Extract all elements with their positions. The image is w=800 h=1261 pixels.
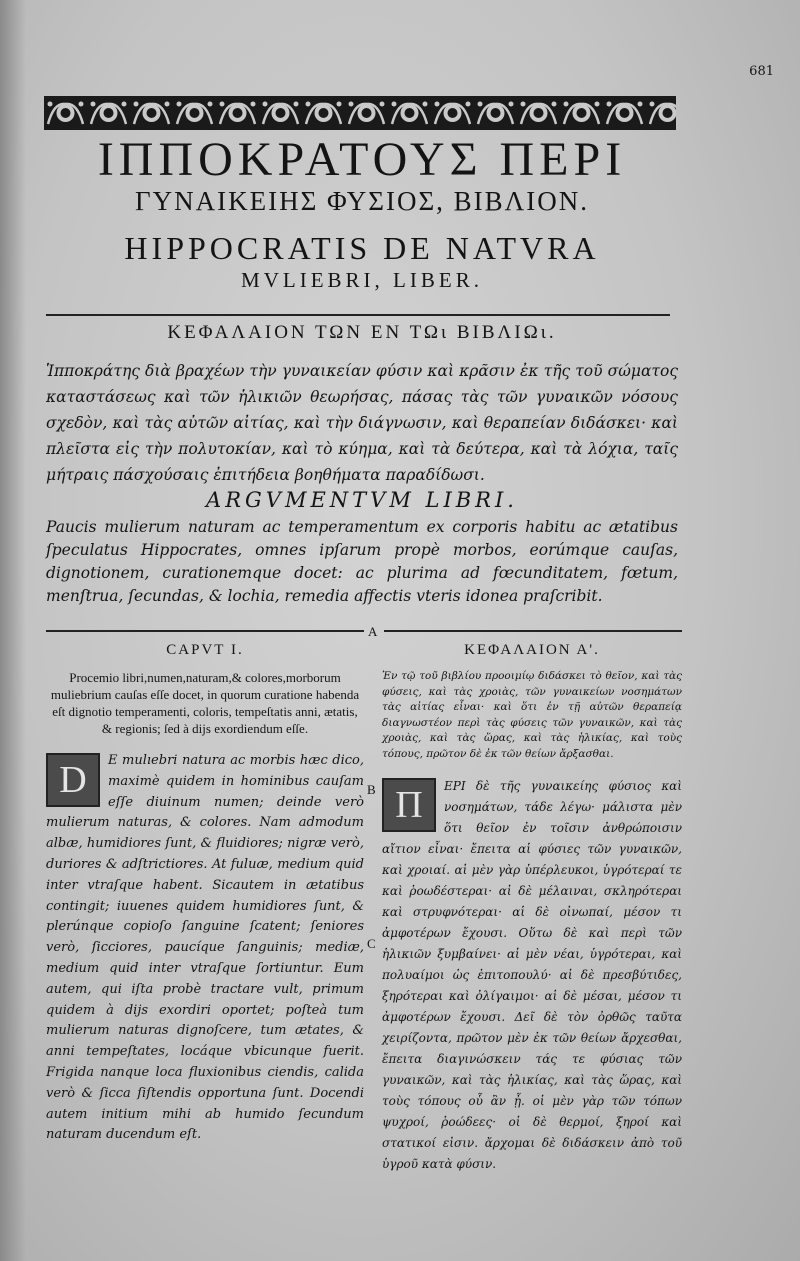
column-rule-left [46, 630, 364, 632]
latin-dropcap: D [46, 753, 100, 807]
latin-body-text: E mulıebri natura ac morbis hæc dico, maximè quidem in hominibus cauſam eſſe diuinum numen; deinde verò mulierum naturas, & colores. Nam admodum albæ, humidiores ſunt, & fluidiores; nigræ verò, duriores & adſtrictiores. At fuluæ, medium quid inter vtraſque habent. Sicautem in ætatibus contingit; iuuenes quidem humidiores ſunt, & plerúnque copioſo ſanguine ſcatent; ſeniores verò, ſicciores, paucíque ſanguinis; mediæ, medium quid inter vtraſque ſortiuntur. Eum autem, qui iſta probè tractare vult, primum quidem à dijs exordiri oportet; poſteà tum mulierum naturas dignoſcere, tum ætates, & anni tempeſtates, locáque vbicunque fuerit. Frigida nanque loca fluxionibus ciendis, calida verò & ſicca ſiſtendis opportuna ſunt. Docendi autem initium mihi ab humido ſecundum naturam ducendum eſt. [46, 753, 364, 1143]
contents-heading: ΚΕΦΑΛΑΙΟΝ ΤΩΝ ΕΝ ΤΩι ΒΙΒΛΙΩι. [167, 322, 557, 343]
title-rule [46, 314, 670, 316]
section-marker-a: A [368, 624, 378, 639]
latin-chapter-title: CAPVT I. [166, 642, 244, 658]
latin-chapter-intro: Procemio libri,numen,naturam,& colores,morborum muliebrium cauſas eſſe docet, in quorum curatione habenda eſt dignotio temperamenti, coloris, tempeſtatis anni, ætatis, & regionis; ſed à dijs exordiendum eſſe. [50, 670, 360, 736]
title-latin-line-1: HIPPOCRATIS DE NATVRA [124, 230, 600, 266]
title-greek-line-1: ΙΠΠΟΚΡΑΤΟΥΣ ΠΕΡΙ [97, 133, 627, 186]
section-marker-b: B [367, 782, 376, 797]
section-marker-c: C [367, 936, 376, 951]
greek-dropcap: Π [382, 778, 436, 832]
binding-shadow [0, 0, 26, 1261]
title-latin-line-2: MVLIEBRI, LIBER. [241, 268, 483, 292]
greek-chapter-intro: Ἐν τῷ τοῦ βιβλίου προοιμίῳ διδάσκει τὸ θεῖον, καὶ τὰς φύσεις, καὶ τὰς χροιὰς, τῶν γυναικείων νοσημάτων τὰς αἰτίας εἶναι· καὶ ὅτι ἐν τῇ αὐτῶν θεραπείᾳ διαγνωστέον περὶ τὰς φύσεις τῶν γυναικῶν, καὶ τὰς χροιὰς, καὶ τὰς ὥρας, καὶ τὰς ἡλικίας, καὶ τοὺς τόπους, πρῶτον δὲ ἐκ τῶν θείων ἄρξασθαι. [382, 670, 682, 760]
greek-chapter-body [382, 776, 682, 1175]
latin-summary: Paucis mulierum naturam ac temperamentum ex corporis habitu ac ætatibus ſpeculatus Hippocrates, omnes ipſarum propè morbos, eorúmque cauſas, dignotionem, curationemque docet: ac plurima ad fœcunditatem, fœtum, menſtrua, ſecundas, & lochia, remedia affectis vteris idonea praſcribit. [46, 518, 678, 605]
page-number: 681 [749, 64, 774, 79]
latin-column [46, 642, 364, 1146]
title-greek-line-2: ΓΥΝΑΙΚΕΙΗΣ ΦΥΣΙΟΣ, ΒΙΒΛΙΟΝ. [135, 186, 589, 216]
argumentum-heading: ARGVMENTVM LIBRI. [206, 488, 518, 512]
ornament-band [44, 96, 676, 130]
greek-summary: Ἱπποκράτης διὰ βραχέων τὴν γυναικείαν φύσιν καὶ κρᾶσιν ἐκ τῆς τοῦ σώματος καταστάσεως καὶ τῶν ἡλικιῶν θεωρήσας, πάσας τὰς τῶν γυναικῶν νόσους σχεδὸν, καὶ τὰς αὐτῶν αἰτίας, καὶ τὴν διάγνωσιν, καὶ θεραπείαν διδάσκει· καὶ πλεῖστα εἰς τὴν πολυτοκίαν, καὶ τὸ κύημα, καὶ τὰ δεύτερα, καὶ τὰ λόχια, ταῖς μήτραις πάσχούσαις ἐπιτήδεια βοηθήματα παραδίδωσι. [46, 362, 678, 484]
latin-chapter-body [46, 751, 364, 1146]
greek-column [382, 642, 682, 1175]
greek-body-text: ΕΡΙ δὲ τῆς γυναικείης φύσιος καὶ νοσημάτων, τάδε λέγω· μάλιστα μὲν ὅτι θεῖον ἐν τοῖσιν ἀνθρώποισιν αἴτιον εἶναι· ἔπειτα αἱ φύσιες τῶν γυναικῶν, καὶ χροιαί. αἱ μὲν γὰρ ὑπέρλευκοι, ὑγρότεραί τε καὶ ῥοωδέστεραι· αἱ δὲ μέλαιναι, σκληρότεραι καὶ στρυφνότεραι· αἱ δὲ οἰνωπαί, μέσον τι ἀμφοτέρων ἔχουσι. Οὕτω δὲ καὶ περὶ τῶν ἡλικιῶν ξυμβαίνει· αἱ μὲν νέαι, ὑγρότεραι, καὶ πολυαίμοι ὡς ἐπιτοπουλύ· αἱ δὲ πρεσβύτιδες, ξηρότεραι καὶ ὀλίγαιμοι· αἱ δὲ μέσαι, μέσον τι ἀμφοτέρων ἔχουσι. Δεῖ δὲ τὸν ὀρθῶς ταῦτα χειρίζοντα, πρῶτον μὲν ἐκ τῶν θείων ἄρχεσθαι, ἔπειτα διαγινώσκειν τάς τε φύσιας τῶν γυναικῶν, καὶ τὰς ἡλικίας, καὶ τὰς ὥρας, καὶ τοὺς τόπους οὗ ἂν ᾖ. οἱ μὲν γὰρ τῶν τόπων ψυχροί, ῥοώδεες· οἱ δὲ θερμοί, ξηροί καὶ στατικοί εἰσιν. ἄρχομαι δὲ διδάσκειν ἀπὸ τοῦ ὑγροῦ κατὰ φύσιν. [382, 779, 682, 1171]
greek-chapter-title: ΚΕΦΑΛΑΙΟΝ Α'. [464, 642, 600, 658]
column-rule-right [384, 630, 682, 632]
